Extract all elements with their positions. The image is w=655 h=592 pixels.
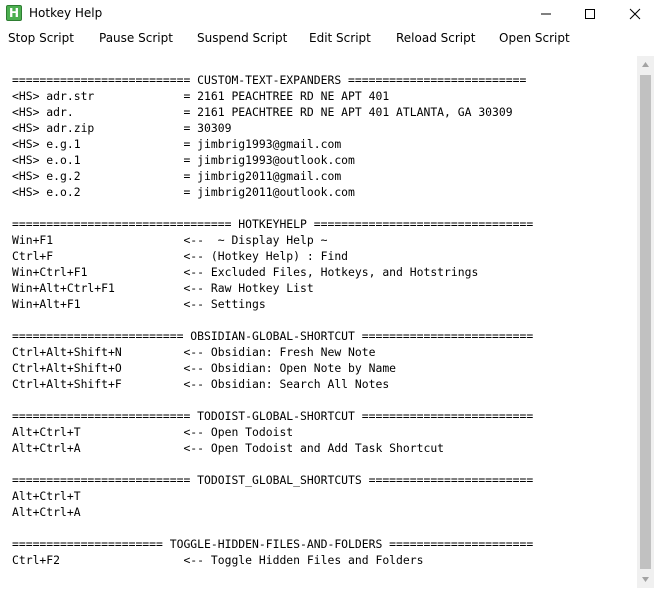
close-button[interactable] [612, 0, 655, 28]
blank-line [12, 456, 533, 472]
text-line: Win+Alt+F1 <-- Settings [12, 297, 266, 311]
menu-edit-script[interactable]: Edit Script [309, 31, 371, 45]
scroll-down-button[interactable] [637, 571, 654, 588]
maximize-button[interactable] [567, 0, 613, 28]
help-text-area[interactable] [0, 50, 637, 590]
text-line: ====================== TOGGLE-HIDDEN-FILES-AND-FOLDERS ===================== [12, 537, 534, 551]
blank-line [12, 392, 533, 408]
text-line: Ctrl+F2 <-- Toggle Hidden Files and Folders [12, 553, 424, 567]
text-line: Alt+Ctrl+A [12, 505, 81, 519]
text-line: <HS> e.o.1 = jimbrig1993@outlook.com [12, 153, 355, 167]
window-title: Hotkey Help [29, 6, 103, 20]
text-line: <HS> e.g.2 = jimbrig2011@gmail.com [12, 169, 342, 183]
vertical-scrollbar[interactable] [637, 56, 654, 588]
title-bar[interactable] [0, 0, 655, 28]
text-line: Win+F1 <-- ~ Display Help ~ [12, 233, 328, 247]
text-line: Ctrl+Alt+Shift+F <-- Obsidian: Search All Notes [12, 377, 390, 391]
text-line: ================================ HOTKEYHELP ================================ [12, 217, 534, 231]
menu-bar [0, 29, 655, 49]
text-line: ========================= OBSIDIAN-GLOBAL-SHORTCUT ========================= [12, 329, 534, 343]
text-line: Ctrl+F <-- (Hotkey Help) : Find [12, 249, 349, 263]
hotkey-list [12, 72, 533, 568]
scroll-up-button[interactable] [637, 56, 654, 73]
menu-reload-script[interactable]: Reload Script [396, 31, 476, 45]
text-line: Alt+Ctrl+T [12, 489, 81, 503]
text-line: ========================== TODOIST_GLOBAL_SHORTCUTS ======================== [12, 473, 534, 487]
text-line: Ctrl+Alt+Shift+N <-- Obsidian: Fresh New Note [12, 345, 376, 359]
menu-pause-script[interactable]: Pause Script [99, 31, 173, 45]
menu-suspend-script[interactable]: Suspend Script [197, 31, 288, 45]
text-line: Alt+Ctrl+A <-- Open Todoist and Add Task Shortcut [12, 441, 445, 455]
text-line: ========================== TODOIST-GLOBAL-SHORTCUT ========================= [12, 409, 534, 423]
scroll-thumb[interactable] [640, 75, 651, 569]
blank-line [12, 312, 533, 328]
text-line: <HS> adr.str = 2161 PEACHTREE RD NE APT 401 [12, 89, 390, 103]
blank-line [12, 200, 533, 216]
close-icon [629, 8, 641, 20]
maximize-icon [584, 8, 596, 20]
menu-open-script[interactable]: Open Script [499, 31, 570, 45]
scroll-up-icon [637, 56, 654, 73]
text-line: Alt+Ctrl+T <-- Open Todoist [12, 425, 294, 439]
app-icon: H [6, 5, 22, 21]
minimize-button[interactable] [523, 0, 569, 28]
text-line: <HS> e.o.2 = jimbrig2011@outlook.com [12, 185, 355, 199]
text-line: Ctrl+Alt+Shift+O <-- Obsidian: Open Note by Name [12, 361, 397, 375]
scroll-down-icon [637, 571, 654, 588]
minimize-icon [540, 8, 552, 20]
text-line: <HS> adr. = 2161 PEACHTREE RD NE APT 401 ATLANTA, GA 30309 [12, 105, 513, 119]
text-line: Win+Alt+Ctrl+F1 <-- Raw Hotkey List [12, 281, 314, 295]
text-line: <HS> e.g.1 = jimbrig1993@gmail.com [12, 137, 342, 151]
text-line: ========================== CUSTOM-TEXT-EXPANDERS ========================== [12, 73, 527, 87]
blank-line [12, 520, 533, 536]
menu-stop-script[interactable]: Stop Script [8, 31, 74, 45]
text-line: <HS> adr.zip = 30309 [12, 121, 232, 135]
text-line: Win+Ctrl+F1 <-- Excluded Files, Hotkeys, and Hotstrings [12, 265, 479, 279]
